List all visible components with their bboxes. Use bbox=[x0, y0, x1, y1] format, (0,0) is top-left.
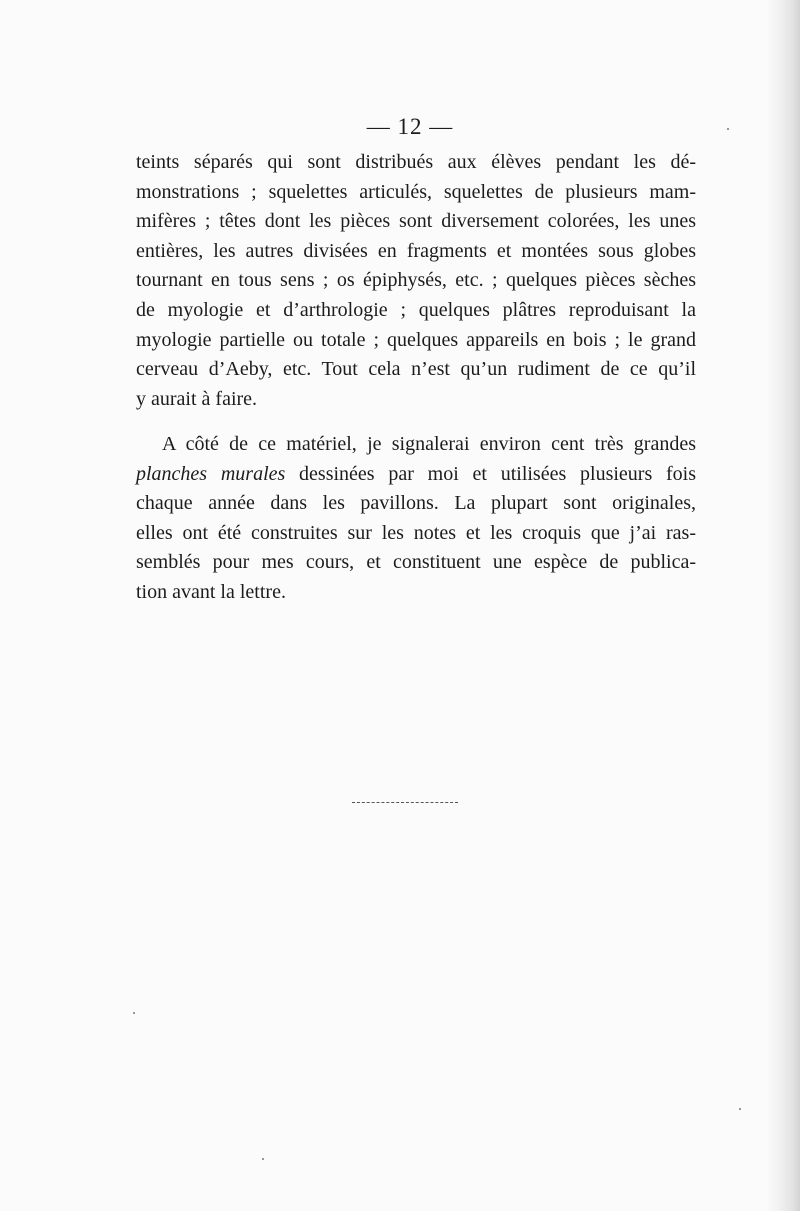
section-end-rule bbox=[352, 802, 458, 803]
page-edge-shadow bbox=[766, 0, 800, 1211]
text-line: entières, les autres divisées en fragments et montées sous globes bbox=[136, 239, 696, 262]
paper-speck bbox=[739, 1108, 741, 1110]
text-line: myologie partielle ou totale ; quelques appareils en bois ; le grand bbox=[136, 328, 696, 351]
text-line: tion avant la lettre. bbox=[136, 580, 286, 603]
text-line: monstrations ; squelettes articulés, squelettes de plusieurs mam- bbox=[136, 180, 696, 203]
text-line: de myologie et d’arthrologie ; quelques plâtres reproduisant la bbox=[136, 298, 696, 321]
paragraph-1 bbox=[136, 148, 696, 414]
text-line: teints séparés qui sont distribués aux élèves pendant les dé- bbox=[136, 151, 696, 173]
paper-speck bbox=[262, 1158, 264, 1160]
text-line bbox=[136, 460, 696, 490]
paper-speck bbox=[727, 128, 729, 130]
text-line: y aurait à faire. bbox=[136, 387, 258, 410]
text-line: semblés pour mes cours, et constituent une espèce de publica- bbox=[136, 551, 696, 574]
text-line: mifères ; têtes dont les pièces sont diversement colorées, les unes bbox=[136, 210, 696, 233]
text-line: tournant en tous sens ; os épiphysés, etc. ; quelques pièces sèches bbox=[136, 269, 696, 292]
italic-phrase: planches murales bbox=[136, 462, 286, 485]
text-line: A côté de ce matériel, je signalerai environ cent très grandes bbox=[162, 433, 696, 455]
paragraph-2 bbox=[136, 430, 696, 608]
paper-speck bbox=[133, 1012, 135, 1014]
page-number: — 12 — bbox=[366, 114, 454, 139]
text-segment: dessinées par moi et utilisées plusieurs fois bbox=[285, 462, 696, 485]
text-line: chaque année dans les pavillons. La plupart sont originales, bbox=[136, 492, 696, 515]
text-line: cerveau d’Aeby, etc. Tout cela n’est qu’un rudiment de ce qu’il bbox=[136, 358, 696, 381]
text-line: elles ont été construites sur les notes et les croquis que j’ai ras- bbox=[136, 521, 696, 544]
